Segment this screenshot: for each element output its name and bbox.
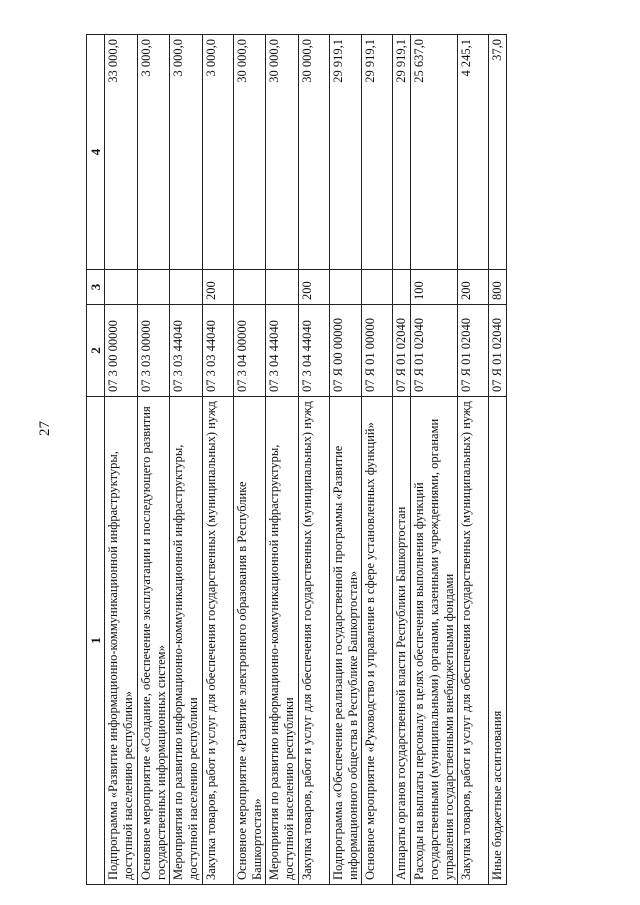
row-amount: 30 000,0 [298, 35, 329, 270]
row-code: 07 Я 01 02040 [458, 305, 489, 397]
row-code: 07 3 03 44040 [170, 305, 203, 397]
page-number: 27 [37, 421, 53, 436]
row-name: Мероприятия по развитию информационно-коммуникационной инфраструктуры, доступной населению республики [266, 397, 299, 885]
row-name: Подпрограмма «Обеспечение реализации государственной программы «Развитие информационного общества в Республике Башкортостан» [329, 397, 362, 885]
row-amount: 30 000,0 [266, 35, 299, 270]
row-code: 07 3 03 00000 [137, 305, 170, 397]
row-code: 07 Я 01 02040 [393, 305, 411, 397]
row-type [137, 270, 170, 305]
row-code: 07 Я 01 02040 [411, 305, 458, 397]
row-amount: 29 919,1 [362, 35, 393, 270]
row-type: 800 [489, 270, 507, 305]
table-row [137, 35, 170, 885]
row-type [105, 270, 138, 305]
column-header-4: 4 [87, 35, 105, 270]
table-header-row [87, 35, 105, 885]
row-name: Подпрограмма «Развитие информационно-коммуникационной инфраструктуры, доступной населению республики» [105, 397, 138, 885]
table-row [458, 35, 489, 885]
row-code: 07 3 00 00000 [105, 305, 138, 397]
row-type: 100 [411, 270, 458, 305]
row-name: Основное мероприятие «Создание, обеспечение эксплуатации и последующего развития государственных информационных систем» [137, 397, 170, 885]
row-name: Иные бюджетные ассигнования [489, 397, 507, 885]
table-row [233, 35, 266, 885]
table-row [411, 35, 458, 885]
row-amount: 37,0 [489, 35, 507, 270]
row-amount: 29 919,1 [329, 35, 362, 270]
row-type [170, 270, 203, 305]
column-header-1: 1 [87, 397, 105, 885]
row-type: 200 [202, 270, 233, 305]
row-type [233, 270, 266, 305]
row-amount: 4 245,1 [458, 35, 489, 270]
table-row [202, 35, 233, 885]
row-type [329, 270, 362, 305]
row-code: 07 3 04 44040 [298, 305, 329, 397]
row-name: Основное мероприятие «Руководство и управление в сфере установленных функций» [362, 397, 393, 885]
row-name: Расходы на выплаты персоналу в целях обеспечения выполнения функций государственными (муниципальными) органами, казенными учреждениями, органами управления государственными внебюджетными фондами [411, 397, 458, 885]
table-row [362, 35, 393, 885]
row-amount: 33 000,0 [105, 35, 138, 270]
row-amount: 3 000,0 [170, 35, 203, 270]
row-code: 07 Я 01 02040 [489, 305, 507, 397]
row-code: 07 Я 01 00000 [362, 305, 393, 397]
row-type [393, 270, 411, 305]
column-header-2: 2 [87, 305, 105, 397]
table-row [105, 35, 138, 885]
column-header-3: 3 [87, 270, 105, 305]
row-name: Аппараты органов государственной власти Республики Башкортостан [393, 397, 411, 885]
table-row [266, 35, 299, 885]
row-code: 07 3 04 00000 [233, 305, 266, 397]
row-code: 07 Я 00 00000 [329, 305, 362, 397]
row-type: 200 [298, 270, 329, 305]
row-name: Мероприятия по развитию информационно-коммуникационной инфраструктуры, доступной населению республики [170, 397, 203, 885]
row-type [362, 270, 393, 305]
budget-table [86, 34, 507, 885]
row-amount: 3 000,0 [137, 35, 170, 270]
row-type: 200 [458, 270, 489, 305]
row-name: Закупка товаров, работ и услуг для обеспечения государственных (муниципальных) нужд [298, 397, 329, 885]
row-name: Закупка товаров, работ и услуг для обеспечения государственных (муниципальных) нужд [202, 397, 233, 885]
row-name: Основное мероприятие «Развитие электронного образования в Республике Башкортостан» [233, 397, 266, 885]
row-amount: 30 000,0 [233, 35, 266, 270]
table-row [298, 35, 329, 885]
row-amount: 29 919,1 [393, 35, 411, 270]
row-code: 07 3 03 44040 [202, 305, 233, 397]
table-row [489, 35, 507, 885]
table-row [170, 35, 203, 885]
row-name: Закупка товаров, работ и услуг для обеспечения государственных (муниципальных) нужд [458, 397, 489, 885]
row-amount: 25 637,0 [411, 35, 458, 270]
row-amount: 3 000,0 [202, 35, 233, 270]
table-row [329, 35, 362, 885]
row-type [266, 270, 299, 305]
rotated-page [86, 35, 556, 885]
row-code: 07 3 04 44040 [266, 305, 299, 397]
table-row [393, 35, 411, 885]
